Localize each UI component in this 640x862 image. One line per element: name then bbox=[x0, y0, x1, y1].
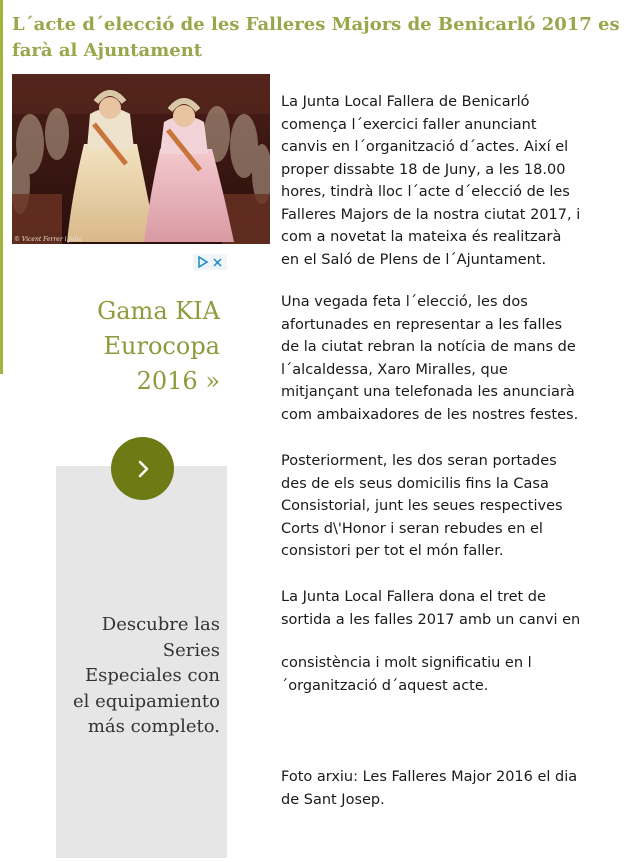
ad-choices-badge[interactable] bbox=[193, 254, 227, 270]
left-accent-rule bbox=[0, 0, 3, 374]
photo-credit: © Vicent Ferrer i Julià bbox=[14, 236, 83, 243]
article-paragraph: La Junta Local Fallera de Benicarló comença l´exercici faller anunciant canvis en l´organització d´actes. Així el proper dissabte 18 de Juny, a les 18.00 hores, tindrà lloc l´acte d´elecció de les Falleres Majors de la nostra ciutat 2017, i com a novetat la mateixa és realitzarà en el Saló de Plens de l´Ajuntament. bbox=[281, 94, 581, 268]
ad-cta-button[interactable] bbox=[111, 437, 174, 500]
ad-description bbox=[60, 612, 220, 740]
article-photo bbox=[12, 74, 270, 244]
article-title: L´acte d´elecció de les Falleres Majors de Benicarló 2017 es farà al Ajuntament bbox=[12, 14, 620, 61]
article-paragraph: Una vegada feta l´elecció, les dos afortunades en representar a les falles de la ciutat rebran la notícia de mans de l´alcaldessa, Xaro Miralles, que mitjançant una telefonada les anunciarà com ambaixadores de les nostres festes. bbox=[281, 294, 579, 423]
article-paragraph: consistència i molt significatiu en l ´organització d´aquest acte. bbox=[281, 655, 532, 694]
ad-description-text: Descubre las Series Especiales con el equipamiento más completo. bbox=[72, 614, 220, 738]
chevron-right-icon bbox=[130, 456, 156, 482]
article-paragraph: La Junta Local Fallera dona el tret de sortida a les falles 2017 amb un canvi en bbox=[281, 589, 581, 628]
close-icon[interactable] bbox=[212, 257, 223, 268]
ad-title-text[interactable]: Gama KIA Eurocopa 2016 » bbox=[97, 297, 220, 395]
ad-title-link[interactable] bbox=[60, 294, 220, 399]
photo-caption: Foto arxiu: Les Falleres Major 2016 el dia de Sant Josep. bbox=[281, 769, 578, 808]
article-paragraph: Posteriorment, les dos seran portades des de els seus domicilis fins la Casa Consistorial, junt les seues respectives Corts d\'Honor i seran rebudes en el consistori per tot el món faller. bbox=[281, 453, 563, 559]
adchoices-icon[interactable] bbox=[197, 256, 209, 268]
falleres-photo-illustration bbox=[12, 74, 270, 244]
